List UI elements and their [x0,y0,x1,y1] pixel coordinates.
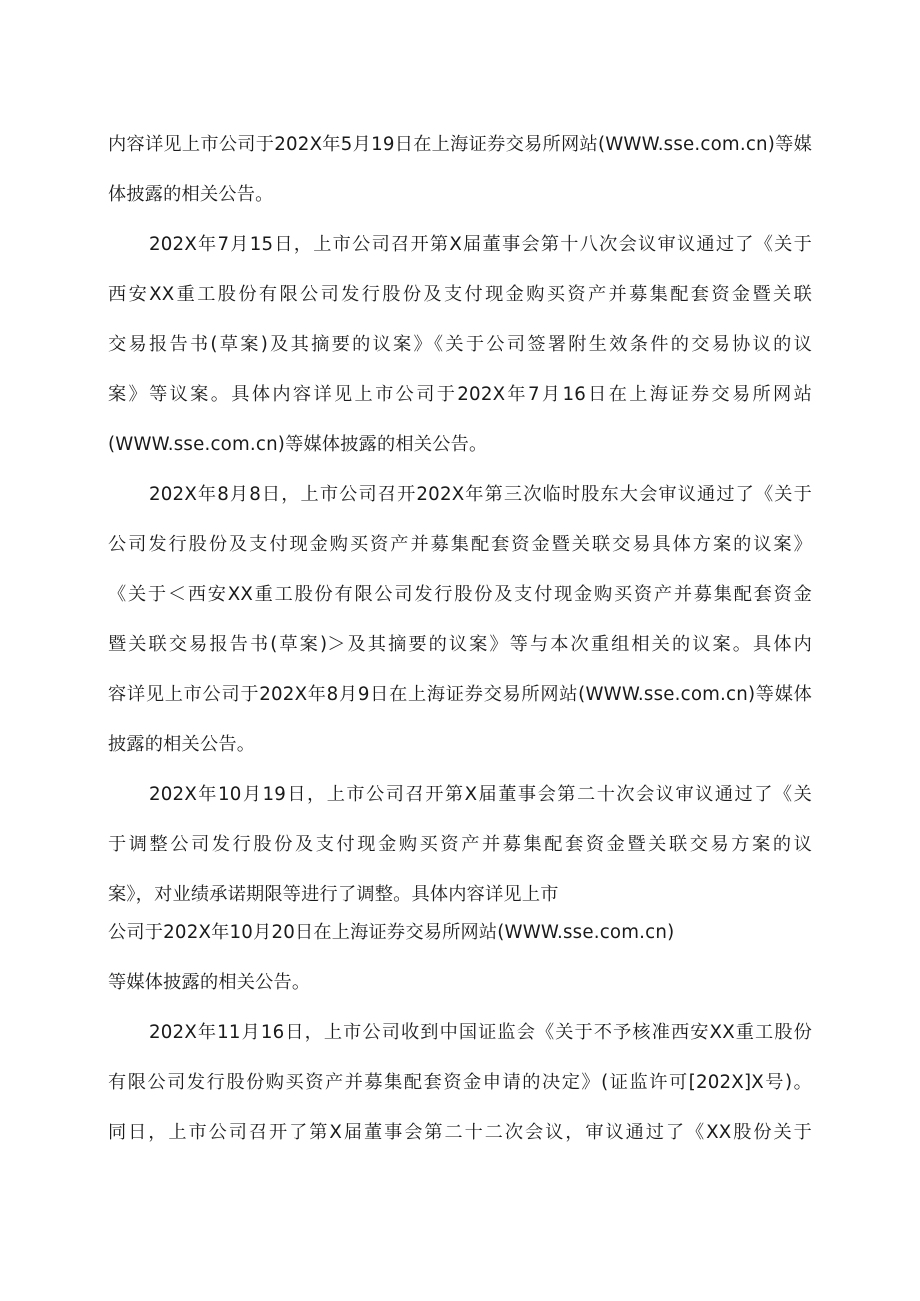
text-line: 案》等议案。具体内容详见上市公司于202X年7月16日在上海证券交易所网站 [108,384,812,405]
text-line: 202X年7月15日，上市公司召开第X届董事会第十八次会议审议通过了《关于 [149,234,812,255]
text-line: 暨关联交易报告书(草案)＞及其摘要的议案》等与本次重组相关的议案。具体内 [108,634,812,655]
text-line: (WWW.sse.com.cn)等媒体披露的相关公告。 [108,434,488,455]
text-line: 等媒体披露的相关公告。 [108,972,311,993]
text-line: 202X年11月16日，上市公司收到中国证监会《关于不予核准西安XX重工股份 [149,1022,812,1043]
text-line: 有限公司发行股份购买资产并募集配套资金申请的决定》(证监许可[202X]X号)。 [108,1072,812,1093]
text-line: 披露的相关公告。 [108,734,256,755]
text-line: 案》，对业绩承诺期限等进行了调整。具体内容详见上市 [108,884,559,905]
text-line: 于调整公司发行股份及支付现金购买资产并募集配套资金暨关联交易方案的议 [108,834,812,855]
text-line: 容详见上市公司于202X年8月9日在上海证券交易所网站(WWW.sse.com.cn)等媒体 [108,684,812,705]
text-line: 内容详见上市公司于202X年5月19日在上海证券交易所网站(WWW.sse.com.cn)等媒 [108,134,812,155]
text-line: 202X年8月8日，上市公司召开202X年第三次临时股东大会审议通过了《关于 [149,484,812,505]
text-line: 《关于＜西安XX重工股份有限公司发行股份及支付现金购买资产并募集配套资金 [108,584,812,605]
text-line: 西安XX重工股份有限公司发行股份及支付现金购买资产并募集配套资金暨关联 [108,284,812,305]
text-line: 公司发行股份及支付现金购买资产并募集配套资金暨关联交易具体方案的议案》 [108,534,812,555]
text-line: 公司于202X年10月20日在上海证券交易所网站(WWW.sse.com.cn) [108,922,675,943]
text-line: 202X年10月19日，上市公司召开第X届董事会第二十次会议审议通过了《关 [149,784,812,805]
text-line: 交易报告书(草案)及其摘要的议案》《关于公司签署附生效条件的交易协议的议 [108,334,812,355]
text-line: 同日，上市公司召开了第X届董事会第二十二次会议，审议通过了《XX股份关于 [108,1122,812,1143]
text-line: 体披露的相关公告。 [108,184,274,205]
